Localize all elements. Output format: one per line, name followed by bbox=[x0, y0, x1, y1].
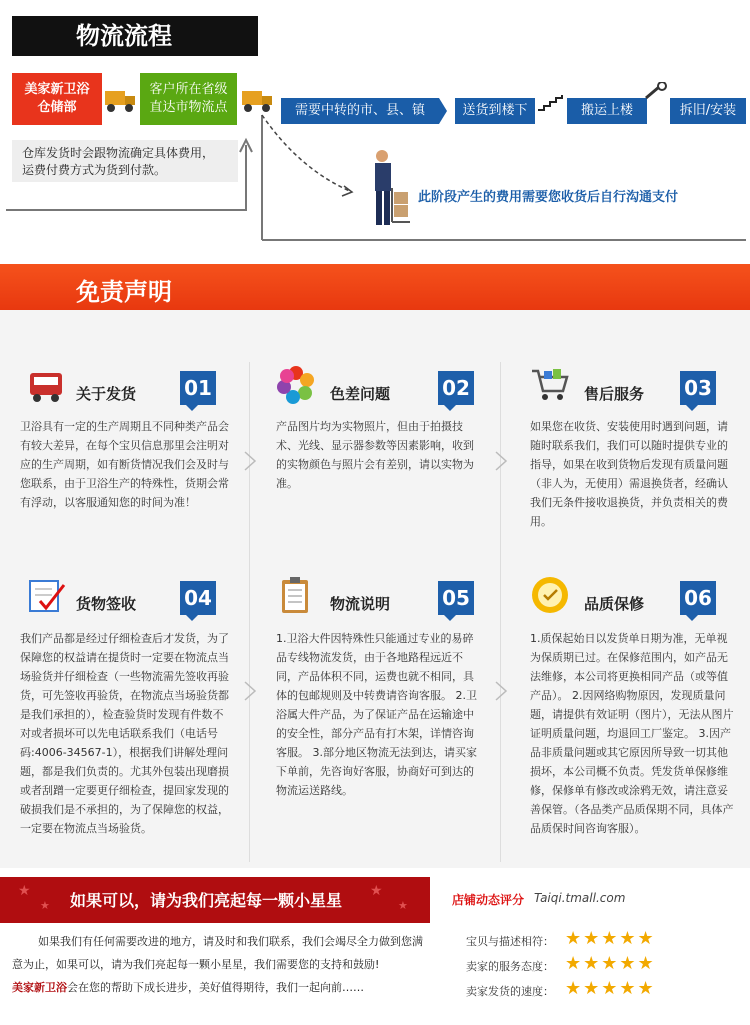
card-title: 售后服务 bbox=[584, 385, 645, 403]
card-number: 02 bbox=[438, 371, 474, 405]
card-title: 关于发货 bbox=[76, 385, 137, 403]
rating-stars-shipping: ★★★★★ bbox=[565, 978, 656, 999]
star-decor-icon: ★ bbox=[40, 899, 50, 912]
star-request-banner bbox=[0, 877, 430, 923]
card-title: 色差问题 bbox=[330, 385, 391, 403]
logistics-title: 物流流程 bbox=[12, 16, 258, 56]
warehouse-line-2: 仓储部 bbox=[37, 100, 77, 115]
city-point-line-2: 直达市物流点 bbox=[149, 100, 228, 115]
warehouse-line-1: 美家新卫浴 bbox=[24, 82, 90, 97]
divider bbox=[500, 362, 501, 582]
divider bbox=[249, 572, 250, 862]
card-body: 我们产品都是经过仔细检查后才发货，为了保障您的权益请在提货时一定要在物流点当场验货并仔细检查（一些物流需先签收再验货，可先签收再验货，在物流点当场验货都是我们承担的），检查验货时发现有件数不对或者损坏可以先电话联系我们（电话号码:4006-34567-1），根据我们讲解处理问题，都是我们负责的。尤其外包装出现磨损或者刮蹭一定要更仔细检查，提回家发现的破损我们是不承担的，为了保障您的权益，一定要在物流点当场验货。 bbox=[20, 632, 229, 835]
divider bbox=[249, 362, 250, 582]
disclaimer-banner bbox=[0, 264, 750, 310]
star-decor-icon: ★ bbox=[398, 899, 408, 912]
freight-note-line-2: 运费付费方式为货到付款。 bbox=[22, 163, 167, 177]
star-request-text: 如果可以，请为我们亮起每一颗小星星 bbox=[70, 891, 343, 910]
delivery-worker-icon bbox=[368, 148, 412, 228]
star-decor-icon: ★ bbox=[370, 883, 383, 899]
shop-url: Taiqi.tmall.com bbox=[534, 891, 626, 905]
freight-note-line-1: 仓库发货时会跟物流确定具体费用， bbox=[22, 146, 215, 160]
card-number: 03 bbox=[680, 371, 716, 405]
rating-stars-service: ★★★★★ bbox=[565, 953, 656, 974]
rating-stars-description: ★★★★★ bbox=[565, 928, 656, 949]
rating-label-description: 宝贝与描述相符： bbox=[466, 935, 554, 948]
clipboard-icon bbox=[276, 575, 316, 615]
card-number: 04 bbox=[180, 581, 216, 615]
carry-step: 搬运上楼 bbox=[567, 98, 647, 124]
install-step: 拆旧/安装 bbox=[670, 98, 746, 124]
star-decor-icon: ★ bbox=[18, 883, 31, 899]
card-title: 物流说明 bbox=[330, 595, 391, 613]
feedback-message bbox=[12, 930, 430, 999]
transfer-step: 需要中转的市、县、镇 bbox=[281, 98, 439, 124]
extra-cost-note: 此阶段产生的费用需要您收货后自行沟通支付 bbox=[418, 190, 679, 205]
chevron-right-icon bbox=[243, 450, 257, 472]
brand-name: 美家新卫浴 bbox=[12, 981, 67, 994]
card-title: 货物签收 bbox=[76, 595, 137, 613]
feedback-closing: 会在您的帮助下成长进步，美好值得期待，我们一起向前…… bbox=[67, 981, 364, 994]
card-body: 卫浴具有一定的生产周期且不同种类产品会有较大差异，在每个宝贝信息那里会注明对应的生产周期，如有断货情况我们会及时与您联系，由于卫浴生产的特殊性，货期会常有浮动，以客服通知您的时间为准！ bbox=[20, 420, 229, 509]
divider bbox=[500, 572, 501, 862]
rating-label-service: 卖家的服务态度： bbox=[466, 960, 554, 973]
card-title: 品质保修 bbox=[584, 595, 645, 613]
deliver-step: 送货到楼下 bbox=[455, 98, 535, 124]
checklist-icon bbox=[26, 575, 66, 615]
chevron-right-icon bbox=[243, 680, 257, 702]
color-wheel-icon bbox=[276, 365, 316, 405]
wrench-icon bbox=[643, 82, 669, 102]
card-body: 产品图片均为实物照片，但由于拍摄技术、光线、显示器参数等因素影响，收到的实物颜色与照片会有差别，请以实物为准。 bbox=[276, 420, 474, 490]
card-body: 1.卫浴大件因特殊性只能通过专业的易碎品专线物流发货，由于各地路程远近不同，产品体积不同，运费也就不相同，具体的包邮规则及中转费请咨询客服。 2.卫浴属大件产品，为了保证产品在运输途中的安全性，部分产品有打木架，详情咨询客服。 3.部分地区物流无法到达，请买家下单前，先咨询好客服，协商好可到达的物流运送路线。 bbox=[276, 632, 477, 797]
feedback-text: 如果我们有任何需要改进的地方，请及时和我们联系，我们会竭尽全力做到您满意为止，如果可以，请为我们亮起每一颗小星星，我们需要您的支持和鼓励! bbox=[12, 935, 423, 971]
cart-icon bbox=[530, 365, 570, 405]
chevron-right-icon bbox=[494, 450, 508, 472]
card-body: 如果您在收货、安装使用时遇到问题，请随时联系我们，我们可以随时提供专业的指导，如果在收到货物后发现有质量问题（非人为，无使用）需退换货者，经确认我们无条件接收退换货，并负责相关的费用。 bbox=[530, 420, 728, 528]
truck-icon bbox=[26, 365, 66, 405]
shop-rating-title: 店铺动态评分 bbox=[452, 893, 525, 907]
city-point-line-1: 客户所在省级 bbox=[149, 82, 228, 97]
rating-label-shipping: 卖家发货的速度： bbox=[466, 985, 554, 998]
disclaimer-title: 免责声明 bbox=[76, 278, 172, 306]
disclaimer-panel bbox=[0, 310, 750, 868]
card-number: 01 bbox=[180, 371, 216, 405]
card-number: 05 bbox=[438, 581, 474, 615]
card-number: 06 bbox=[680, 581, 716, 615]
warranty-badge-icon bbox=[530, 575, 570, 615]
chevron-right-icon bbox=[494, 680, 508, 702]
card-body: 1.质保起始日以发货单日期为准，无单视为保质期已过。在保修范围内，如产品无法维修，本公司将更换相同产品（或等值产品）。 2.因网络购物原因，发现质量问题，请提供有效证明（图片），无法从图片证明质量问题，均退回工厂鉴定。 3.因产品非质量问题或其它原因所导致一切其他损坏，本公司概不负责。凭发货单保修维修，保修单有修改或涂鸦无效，请注意妥善保管。（各品类产品质保期不同，具体产品质保时间咨询客服）。 bbox=[530, 632, 734, 835]
